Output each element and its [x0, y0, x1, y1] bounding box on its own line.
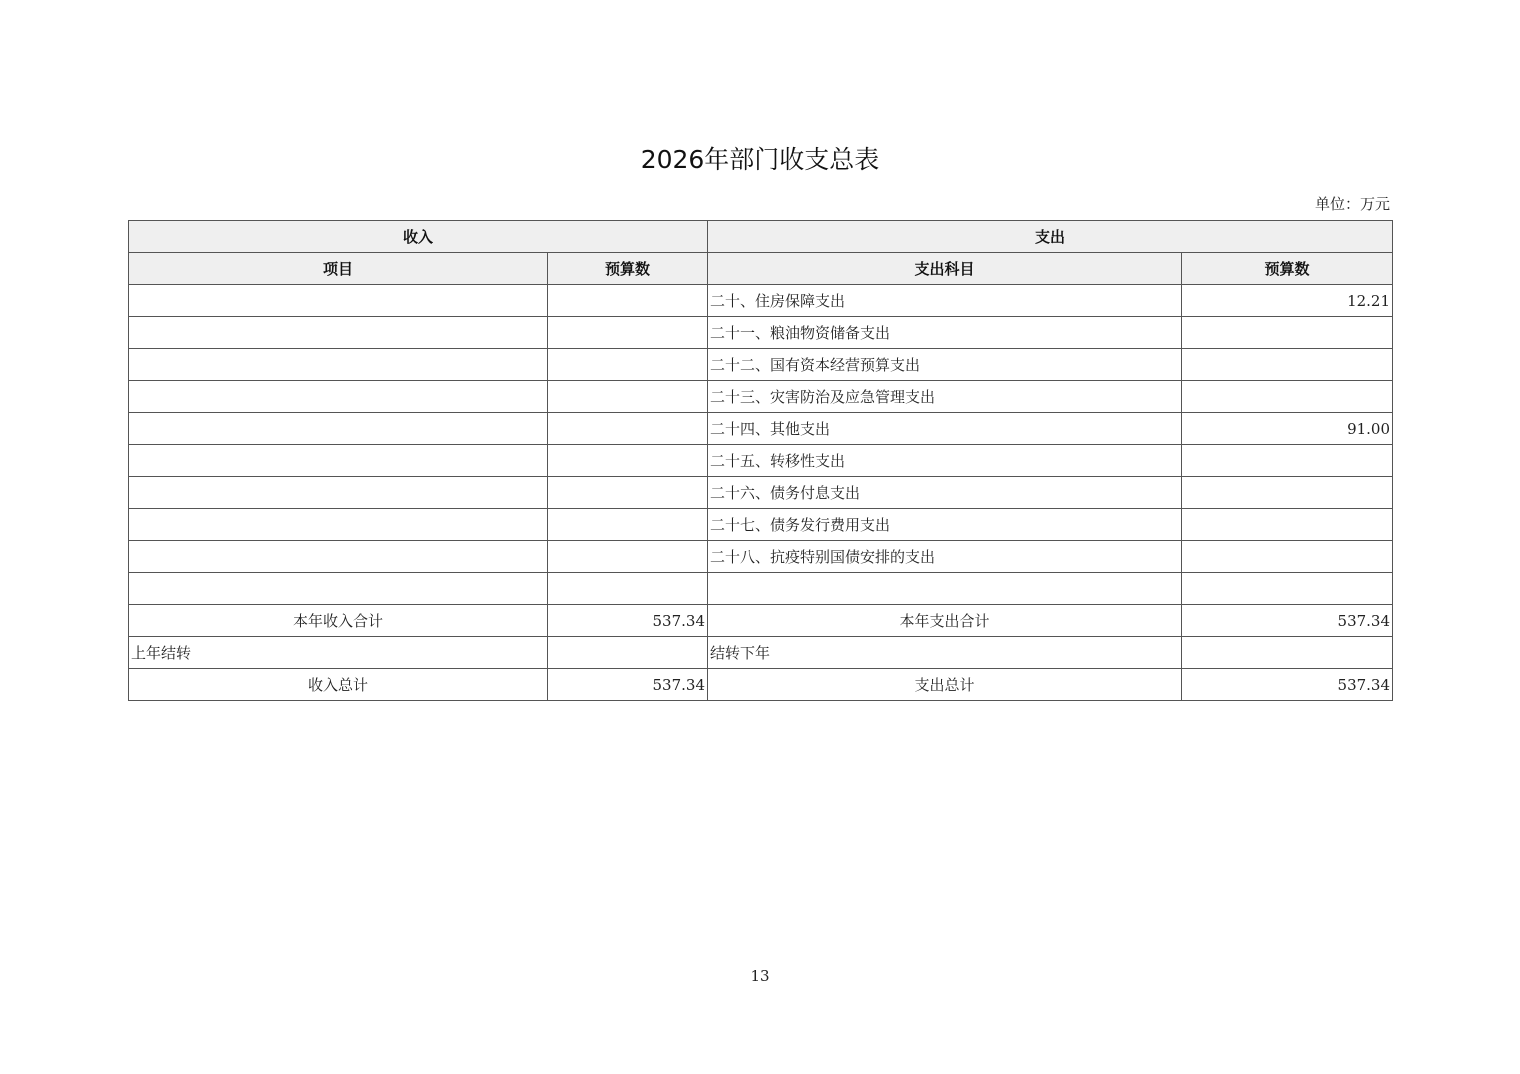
expense-item-cell: 二十四、其他支出	[708, 413, 1182, 445]
income-item-cell	[129, 413, 548, 445]
grand-income-total-value: 537.34	[548, 669, 708, 701]
income-budget-cell	[548, 445, 708, 477]
income-item-cell	[129, 381, 548, 413]
grand-expense-total-value: 537.34	[1182, 669, 1393, 701]
expense-budget-cell	[1182, 445, 1393, 477]
expense-budget-cell	[1182, 381, 1393, 413]
income-item-cell	[129, 477, 548, 509]
carryover-income-label: 上年结转	[129, 637, 548, 669]
income-budget-cell	[548, 477, 708, 509]
income-budget-cell	[548, 541, 708, 573]
expense-item-cell: 二十五、转移性支出	[708, 445, 1182, 477]
income-item-header: 项目	[129, 253, 548, 285]
expense-item-cell: 二十七、债务发行费用支出	[708, 509, 1182, 541]
income-budget-cell	[548, 285, 708, 317]
carryover-expense-label: 结转下年	[708, 637, 1182, 669]
expense-budget-cell	[1182, 317, 1393, 349]
year-expense-total-label: 本年支出合计	[708, 605, 1182, 637]
table-row	[129, 573, 1393, 605]
grand-expense-total-label: 支出总计	[708, 669, 1182, 701]
income-item-cell	[129, 573, 548, 605]
table-row	[129, 413, 1393, 445]
expense-item-cell: 二十二、国有资本经营预算支出	[708, 349, 1182, 381]
expense-budget-cell	[1182, 349, 1393, 381]
expense-budget-cell	[1182, 477, 1393, 509]
column-header-row	[129, 253, 1393, 285]
year-total-row	[129, 605, 1393, 637]
expense-budget-cell	[1182, 509, 1393, 541]
expense-budget-cell: 91.00	[1182, 413, 1393, 445]
table-row	[129, 477, 1393, 509]
budget-summary-table	[128, 220, 1393, 701]
expense-item-cell: 二十八、抗疫特别国债安排的支出	[708, 541, 1182, 573]
expense-budget-cell	[1182, 573, 1393, 605]
expense-item-header: 支出科目	[708, 253, 1182, 285]
expense-group-header: 支出	[708, 221, 1393, 253]
unit-label: 单位：万元	[1314, 195, 1390, 213]
grand-income-total-label: 收入总计	[129, 669, 548, 701]
group-header-row	[129, 221, 1393, 253]
expense-item-cell: 二十六、债务付息支出	[708, 477, 1182, 509]
income-item-cell	[129, 541, 548, 573]
income-item-cell	[129, 285, 548, 317]
expense-item-cell	[708, 573, 1182, 605]
income-item-cell	[129, 349, 548, 381]
carryover-expense-value	[1182, 637, 1393, 669]
income-budget-header: 预算数	[548, 253, 708, 285]
table-row	[129, 509, 1393, 541]
income-budget-cell	[548, 381, 708, 413]
income-budget-cell	[548, 349, 708, 381]
income-budget-cell	[548, 317, 708, 349]
table-row	[129, 541, 1393, 573]
income-group-header: 收入	[129, 221, 708, 253]
expense-item-cell: 二十一、粮油物资储备支出	[708, 317, 1182, 349]
table-row	[129, 285, 1393, 317]
expense-budget-cell: 12.21	[1182, 285, 1393, 317]
table-row	[129, 317, 1393, 349]
income-budget-cell	[548, 573, 708, 605]
page-title: 2026年部门收支总表	[640, 145, 880, 174]
expense-budget-header: 预算数	[1182, 253, 1393, 285]
carryover-row	[129, 637, 1393, 669]
income-item-cell	[129, 317, 548, 349]
income-budget-cell	[548, 509, 708, 541]
table-row	[129, 349, 1393, 381]
carryover-income-value	[548, 637, 708, 669]
expense-item-cell: 二十、住房保障支出	[708, 285, 1182, 317]
income-item-cell	[129, 509, 548, 541]
year-expense-total-value: 537.34	[1182, 605, 1393, 637]
grand-total-row	[129, 669, 1393, 701]
income-item-cell	[129, 445, 548, 477]
expense-budget-cell	[1182, 541, 1393, 573]
table-row	[129, 445, 1393, 477]
income-budget-cell	[548, 413, 708, 445]
year-income-total-value: 537.34	[548, 605, 708, 637]
year-income-total-label: 本年收入合计	[129, 605, 548, 637]
table-row	[129, 381, 1393, 413]
expense-item-cell: 二十三、灾害防治及应急管理支出	[708, 381, 1182, 413]
page-number: 13	[750, 967, 770, 985]
